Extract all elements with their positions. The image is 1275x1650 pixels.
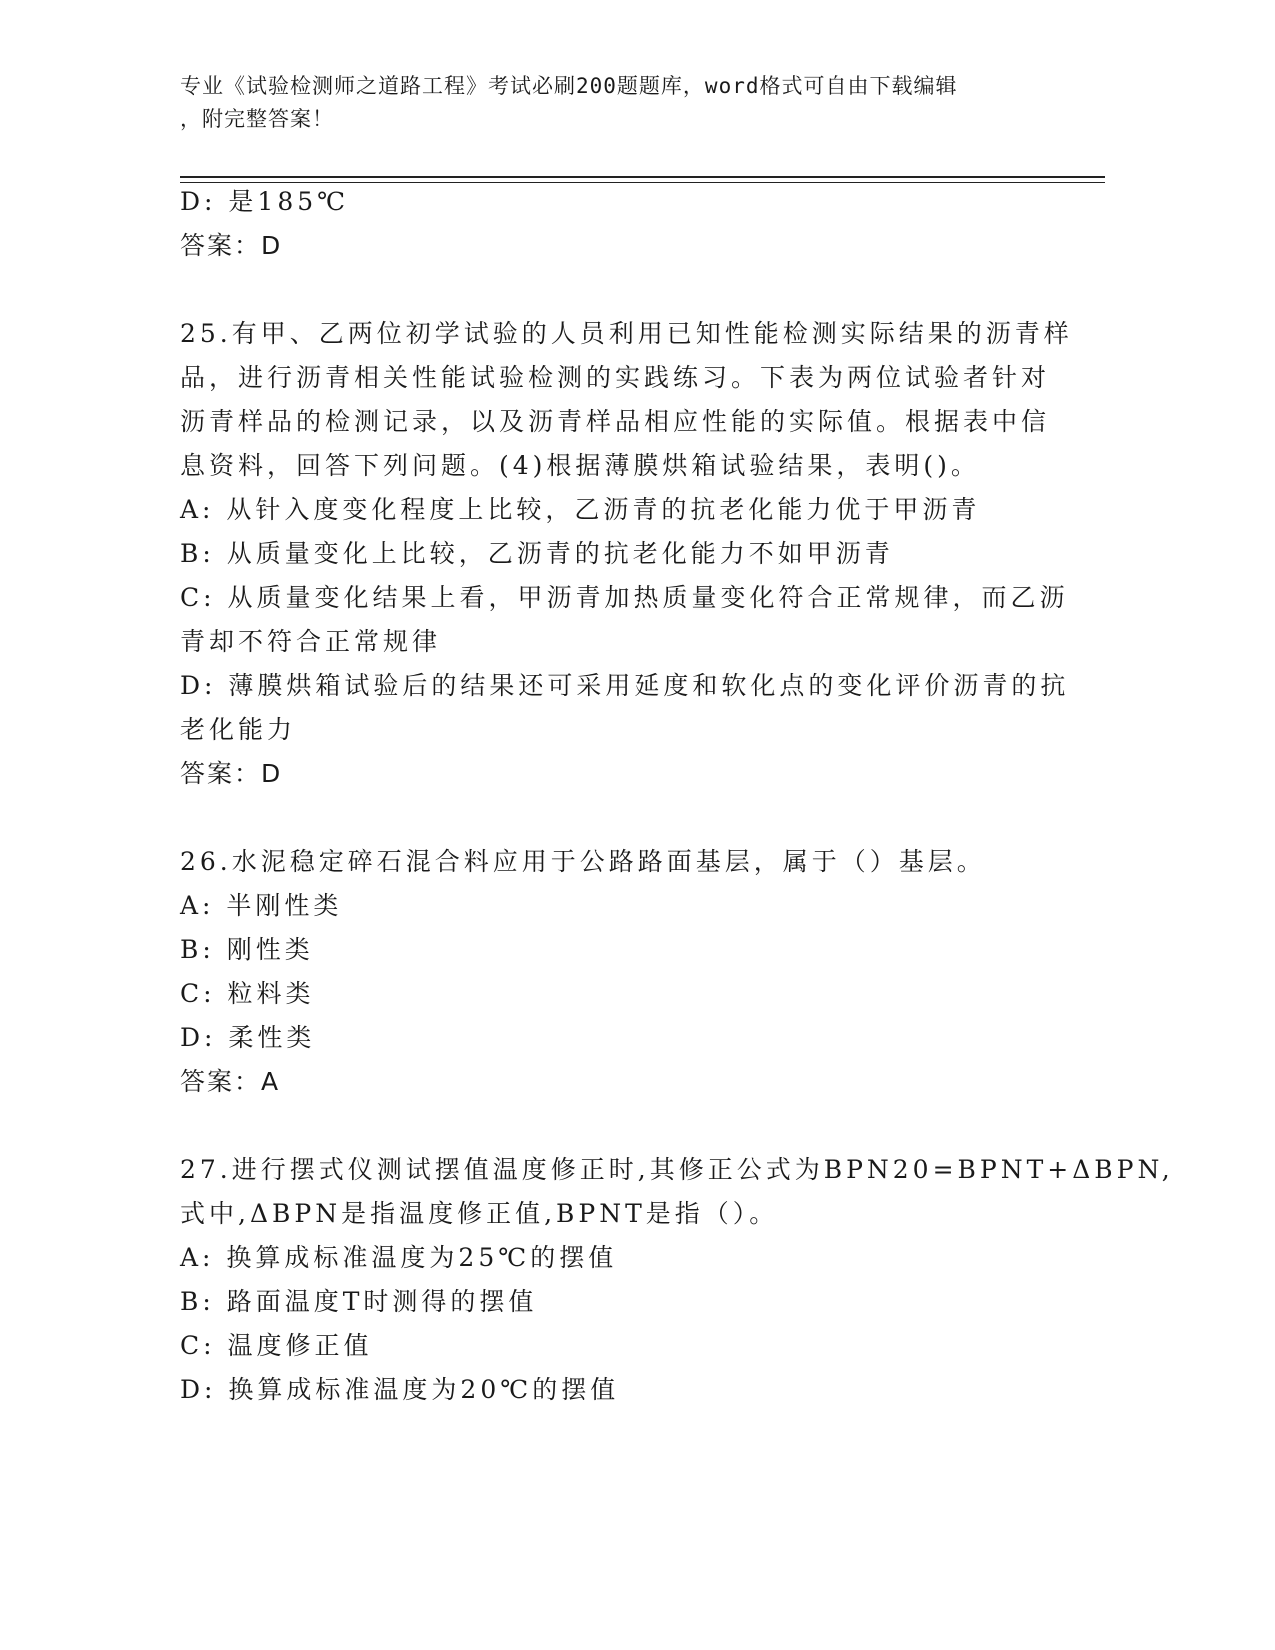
header-line-1: 专业《试验检测师之道路工程》考试必刷200题题库，word格式可自由下载编辑 bbox=[180, 74, 958, 98]
q26-option-c: C: 粒料类 bbox=[180, 979, 315, 1008]
q27-option-c: C: 温度修正值 bbox=[180, 1331, 373, 1360]
q25-answer: 答案：D bbox=[180, 759, 283, 788]
header-line-2: ，附完整答案！ bbox=[180, 107, 334, 131]
q25-option-a: A: 从针入度变化程度上比较，乙沥青的抗老化能力优于甲沥青 bbox=[180, 495, 981, 524]
prev-option-d: D: 是185℃ bbox=[180, 187, 350, 216]
q27-text-line: 27.进行摆式仪测试摆值温度修正时,其修正公式为BPN20=BPNT+ΔBPN, bbox=[180, 1155, 1174, 1184]
q25-option-c: C: 从质量变化结果上看，甲沥青加热质量变化符合正常规律，而乙沥 bbox=[180, 583, 1069, 612]
prev-answer: 答案：D bbox=[180, 231, 283, 260]
question-25 bbox=[180, 312, 1073, 796]
q25-text-line: 品，进行沥青相关性能试验检测的实践练习。下表为两位试验者针对 bbox=[180, 363, 1051, 392]
q27-option-d: D: 换算成标准温度为20℃的摆值 bbox=[180, 1375, 620, 1404]
q25-text-line: 息资料，回答下列问题。(4)根据薄膜烘箱试验结果，表明()。 bbox=[180, 451, 980, 480]
q26-text: 26.水泥稳定碎石混合料应用于公路路面基层，属于（）基层。 bbox=[180, 847, 986, 876]
q25-option-d-continued: 老化能力 bbox=[180, 715, 297, 744]
q27-option-b: B: 路面温度T时测得的摆值 bbox=[180, 1287, 538, 1316]
q27-text-line: 式中,ΔBPN是指温度修正值,BPNT是指（）。 bbox=[180, 1199, 779, 1228]
question-27 bbox=[180, 1148, 1174, 1412]
q26-option-a: A: 半刚性类 bbox=[180, 891, 343, 920]
q26-option-b: B: 刚性类 bbox=[180, 935, 314, 964]
question-26 bbox=[180, 840, 1050, 1104]
question-content bbox=[180, 180, 1174, 1412]
q25-text-line: 25.有甲、乙两位初学试验的人员利用已知性能检测实际结果的沥青样 bbox=[180, 319, 1073, 348]
q26-option-d: D: 柔性类 bbox=[180, 1023, 316, 1052]
spacer bbox=[180, 796, 1050, 840]
q25-option-b: B: 从质量变化上比较，乙沥青的抗老化能力不如甲沥青 bbox=[180, 539, 894, 568]
q27-option-a: A: 换算成标准温度为25℃的摆值 bbox=[180, 1243, 618, 1272]
q25-option-d: D: 薄膜烘箱试验后的结果还可采用延度和软化点的变化评价沥青的抗 bbox=[180, 671, 1070, 700]
header-divider-thick bbox=[180, 176, 1105, 178]
q25-option-c-continued: 青却不符合正常规律 bbox=[180, 627, 442, 656]
q25-text-line: 沥青样品的检测记录，以及沥青样品相应性能的实际值。根据表中信 bbox=[180, 407, 1051, 436]
spacer bbox=[180, 268, 1050, 312]
q26-answer: 答案：A bbox=[180, 1067, 281, 1096]
spacer bbox=[180, 1104, 1050, 1148]
page-header bbox=[180, 70, 1050, 136]
